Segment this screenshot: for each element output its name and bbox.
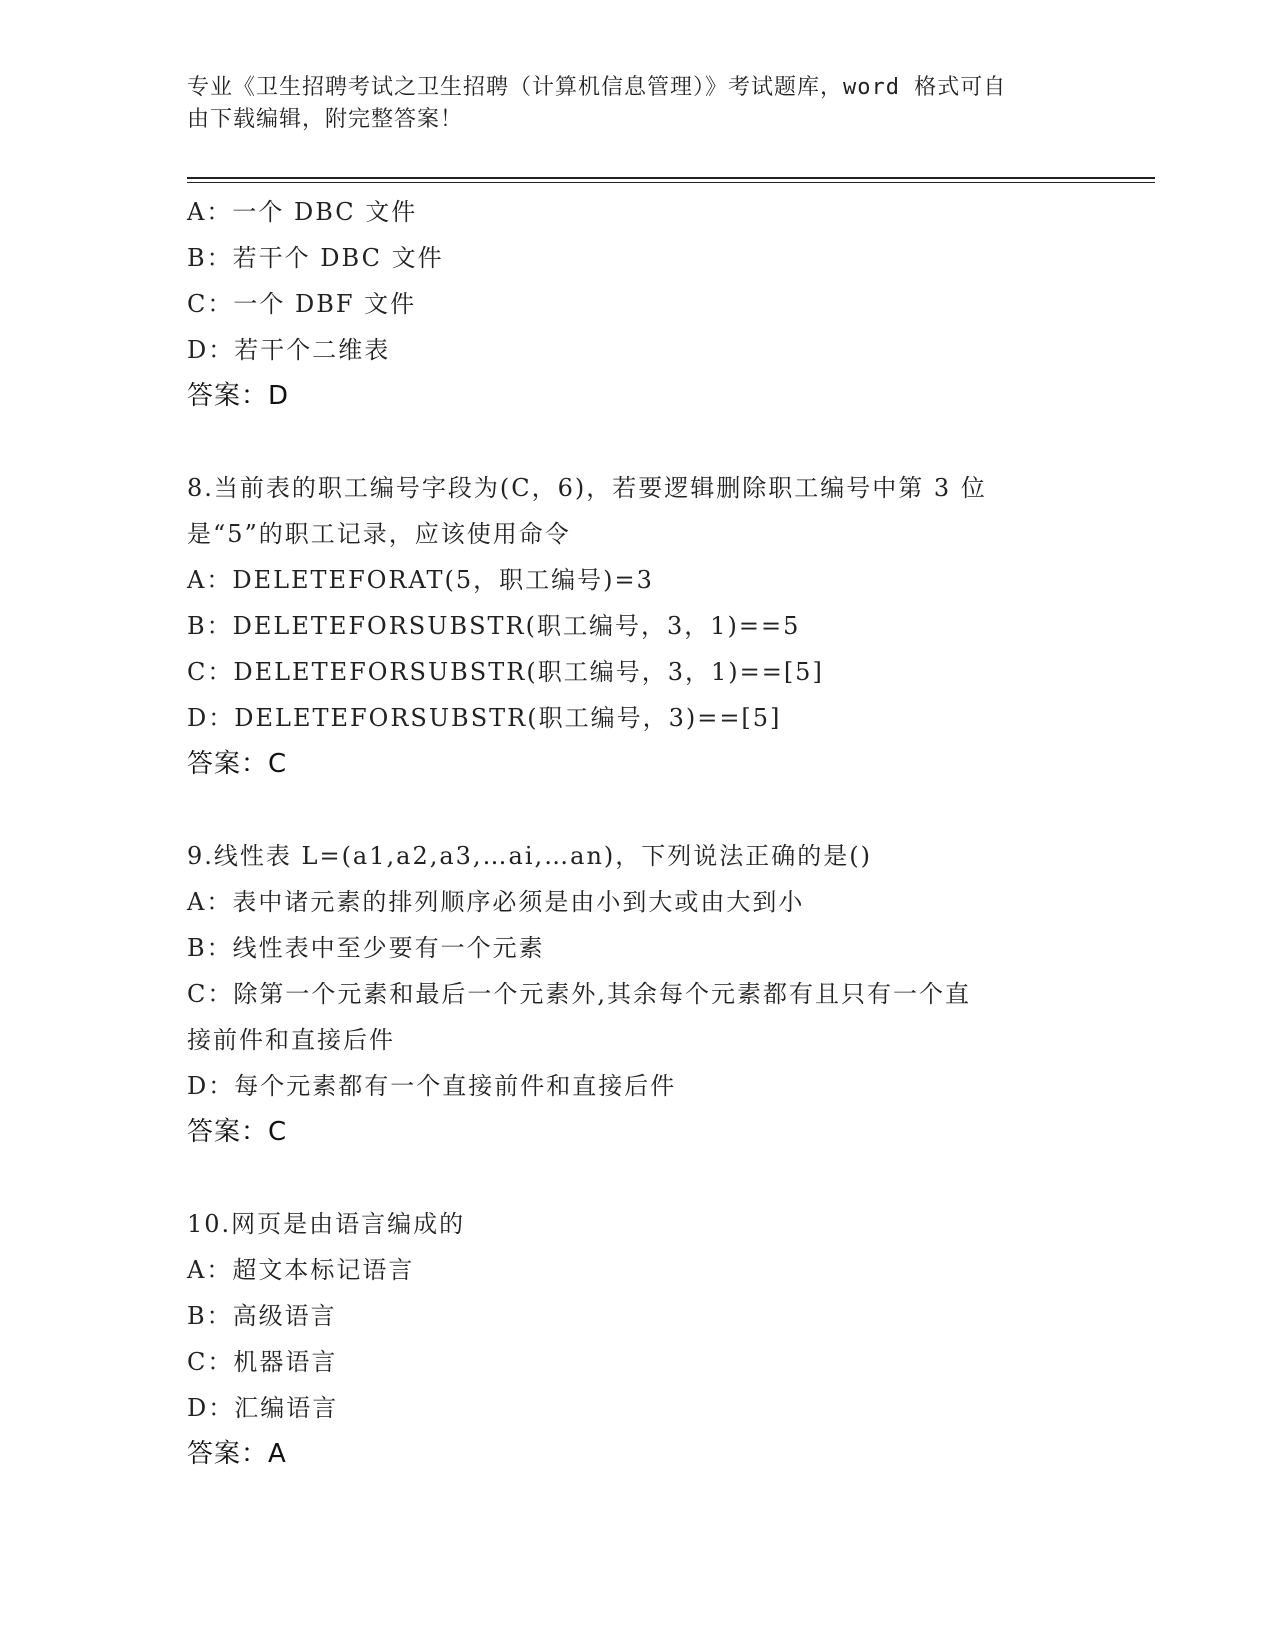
spacer <box>187 419 1087 465</box>
option-b: B：高级语言 <box>187 1302 337 1330</box>
header-line-1: 专业《卫生招聘考试之卫生招聘（计算机信息管理）》考试题库，word 格式可自 <box>187 75 1007 100</box>
question-10 <box>187 1201 1087 1477</box>
answer: 答案：C <box>187 749 288 779</box>
answer: 答案：D <box>187 381 290 411</box>
document-header <box>187 72 1067 136</box>
option-d: D：汇编语言 <box>187 1394 339 1422</box>
question-stem-line-1: 8.当前表的职工编号字段为(C，6)，若要逻辑删除职工编号中第 3 位 <box>187 474 987 502</box>
spacer <box>187 1155 1087 1201</box>
question-list <box>187 189 1087 1477</box>
option-a: A：表中诸元素的排列顺序必须是由小到大或由大到小 <box>187 888 805 916</box>
question-7 <box>187 189 1087 419</box>
header-divider-thick <box>187 177 1155 179</box>
option-c: C：机器语言 <box>187 1348 338 1376</box>
option-d: D：每个元素都有一个直接前件和直接后件 <box>187 1072 677 1100</box>
option-b: B：DELETEFORSUBSTR(职工编号，3，1)==5 <box>187 612 801 640</box>
option-a: A：超文本标记语言 <box>187 1256 415 1284</box>
option-b: B：线性表中至少要有一个元素 <box>187 934 545 962</box>
option-c-line-2: 接前件和直接后件 <box>187 1026 395 1054</box>
question-stem: 9.线性表 L=(a1,a2,a3,…ai,…an)，下列说法正确的是() <box>187 842 873 870</box>
question-stem: 10.网页是由语言编成的 <box>187 1210 466 1238</box>
header-divider-thin <box>187 182 1155 183</box>
option-a: A：一个 DBC 文件 <box>187 198 418 226</box>
option-c: C：DELETEFORSUBSTR(职工编号，3，1)==[5] <box>187 658 824 686</box>
header-line-2: 由下载编辑，附完整答案！ <box>187 107 464 132</box>
option-d: D：DELETEFORSUBSTR(职工编号，3)==[5] <box>187 704 782 732</box>
option-d: D：若干个二维表 <box>187 336 391 364</box>
option-a: A：DELETEFORAT(5，职工编号)=3 <box>187 566 654 594</box>
option-c-line-1: C：除第一个元素和最后一个元素外,其余每个元素都有且只有一个直 <box>187 980 971 1008</box>
spacer <box>187 787 1087 833</box>
option-b: B：若干个 DBC 文件 <box>187 244 444 272</box>
answer: 答案：C <box>187 1117 288 1147</box>
answer: 答案：A <box>187 1439 287 1469</box>
question-stem-line-2: 是“5”的职工记录，应该使用命令 <box>187 520 571 548</box>
question-8 <box>187 465 1087 787</box>
question-9 <box>187 833 1087 1155</box>
option-c: C：一个 DBF 文件 <box>187 290 417 318</box>
